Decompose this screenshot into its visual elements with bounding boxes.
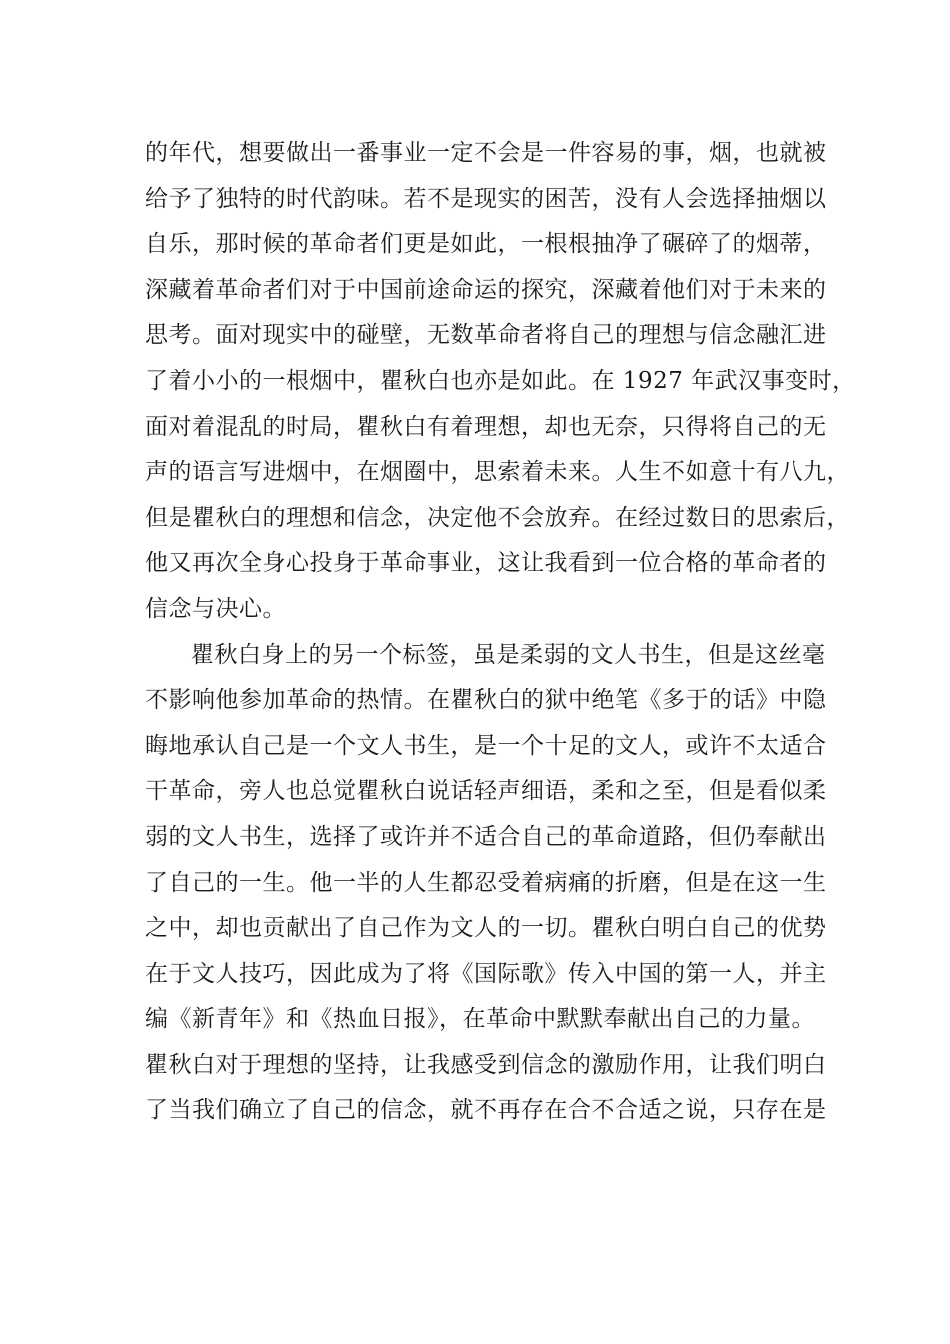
- text-line: 但是瞿秋白的理想和信念，决定他不会放弃。在经过数日的思索后，: [145, 504, 850, 531]
- text-line: 给予了独特的时代韵味。若不是现实的困苦，没有人会选择抽烟以: [145, 185, 827, 212]
- text-line: 之中，却也贡献出了自己作为文人的一切。瞿秋白明白自己的优势: [145, 915, 827, 942]
- text-line: 思考。面对现实中的碰壁，无数革命者将自己的理想与信念融汇进: [145, 322, 827, 349]
- paragraph-2: [145, 633, 825, 1135]
- text-line: 干革命，旁人也总觉瞿秋白说话轻声细语，柔和之至，但是看似柔: [145, 778, 827, 805]
- text-line: 他又再次全身心投身于革命事业，这让我看到一位合格的革命者的: [145, 550, 827, 577]
- text-line: 了着小小的一根烟中，瞿秋白也亦是如此。在 1927 年武汉事变时，: [145, 367, 856, 394]
- text-line: 晦地承认自己是一个文人书生，是一个十足的文人，或许不太适合: [145, 732, 827, 759]
- text-line: 在于文人技巧，因此成为了将《国际歌》传入中国的第一人，并主: [145, 960, 827, 987]
- paragraph-1: [145, 131, 856, 633]
- text-line: 弱的文人书生，选择了或许并不适合自己的革命道路，但仍奉献出: [145, 823, 827, 850]
- text-line: 了自己的一生。他一半的人生都忍受着病痛的折磨，但是在这一生: [145, 869, 827, 896]
- text-line: 不影响他参加革命的热情。在瞿秋白的狱中绝笔《多于的话》中隐: [145, 687, 827, 714]
- text-line: 的年代，想要做出一番事业一定不会是一件容易的事，烟，也就被: [145, 140, 827, 166]
- text-line: 了当我们确立了自己的信念，就不再存在合不合适之说，只存在是: [145, 1097, 827, 1124]
- text-line: 面对着混乱的时局，瞿秋白有着理想，却也无奈，只得将自己的无: [145, 413, 827, 440]
- text-line: 深藏着革命者们对于中国前途命运的探究，深藏着他们对于未来的: [145, 276, 827, 303]
- body-text: [145, 131, 856, 1134]
- text-line-indented: 瞿秋白身上的另一个标签，虽是柔弱的文人书生，但是这丝毫: [191, 641, 826, 668]
- text-line: 编《新青年》和《热血日报》，在革命中默默奉献出自己的力量。: [145, 1006, 815, 1033]
- text-line: 声的语言写进烟中，在烟圈中，思索着未来。人生不如意十有八九，: [145, 459, 850, 486]
- text-line: 信念与决心。: [145, 595, 286, 622]
- text-line: 瞿秋白对于理想的坚持，让我感受到信念的激励作用，让我们明白: [145, 1051, 827, 1078]
- text-line: 自乐，那时候的革命者们更是如此，一根根抽净了碾碎了的烟蒂，: [145, 231, 827, 258]
